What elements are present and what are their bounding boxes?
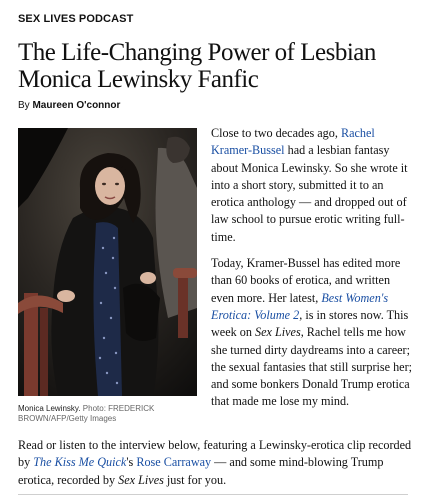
article-photo (18, 128, 197, 396)
link-rose-carraway[interactable]: Rose Carraway (136, 455, 212, 470)
section-kicker[interactable]: SEX LIVES PODCAST (18, 13, 134, 25)
divider (18, 494, 408, 495)
paragraph-3-text-c: — and some mind-blowing Trump erotica, recorded by (18, 455, 384, 487)
caption-text: Monica Lewinsky. (18, 404, 81, 413)
article-headline: The Life-Changing Power of Lesbian Monica Lewinsky Fanfic (18, 39, 376, 93)
sex-lives-title: Sex Lives (255, 325, 301, 340)
paragraph-2-text-a: Today, Kramer-Bussel has edited more than 60 books of erotica, and written even more. Her latest, (211, 256, 401, 305)
link-the-kiss-me-quick[interactable]: The Kiss Me Quick (33, 455, 127, 470)
photo-credit: Photo: FREDERICK BROWN/AFP/Getty Images (18, 404, 155, 423)
paragraph-3-text-a: Read or listen to the interview below, featuring a Lewinsky-erotica clip recorded by (18, 438, 412, 470)
paragraph-1-text-a: Close to two decades ago, (211, 126, 341, 140)
paragraph-1-text-b: had a lesbian fantasy about Monica Lewinsky. So she wrote it into a short story, submitted it to an erotica anthology — and dropped out of law school to pursue erotic writing full-time. (211, 143, 408, 244)
paragraph-3-text-d: just for you. (163, 472, 227, 487)
link-best-womens-erotica[interactable]: Best Women's Erotica: Volume 2 (211, 290, 389, 322)
byline-prefix: By (18, 100, 33, 111)
article-body-column (211, 125, 414, 420)
sex-lives-title-2: Sex Lives (118, 472, 164, 487)
link-rachel-kramer-bussel[interactable]: Rachel Kramer-Bussel (211, 126, 375, 158)
paragraph-2 (211, 255, 414, 411)
photo-caption (18, 404, 198, 424)
paragraph-2-text-b: , is in stores now. This week on (211, 307, 409, 340)
paragraph-3 (18, 437, 416, 489)
byline (18, 100, 120, 111)
paragraph-3-text-b: 's (126, 455, 137, 470)
paragraph-2-text-c: , Rachel tells me how she turned dirty daydreams into a career; the sexual fantasies that still surprise her; and some bonkers Donald Trump erotica that made me lose my mind. (211, 325, 413, 409)
paragraph-1 (211, 125, 414, 246)
author-name[interactable]: Maureen O'connor (32, 100, 121, 111)
